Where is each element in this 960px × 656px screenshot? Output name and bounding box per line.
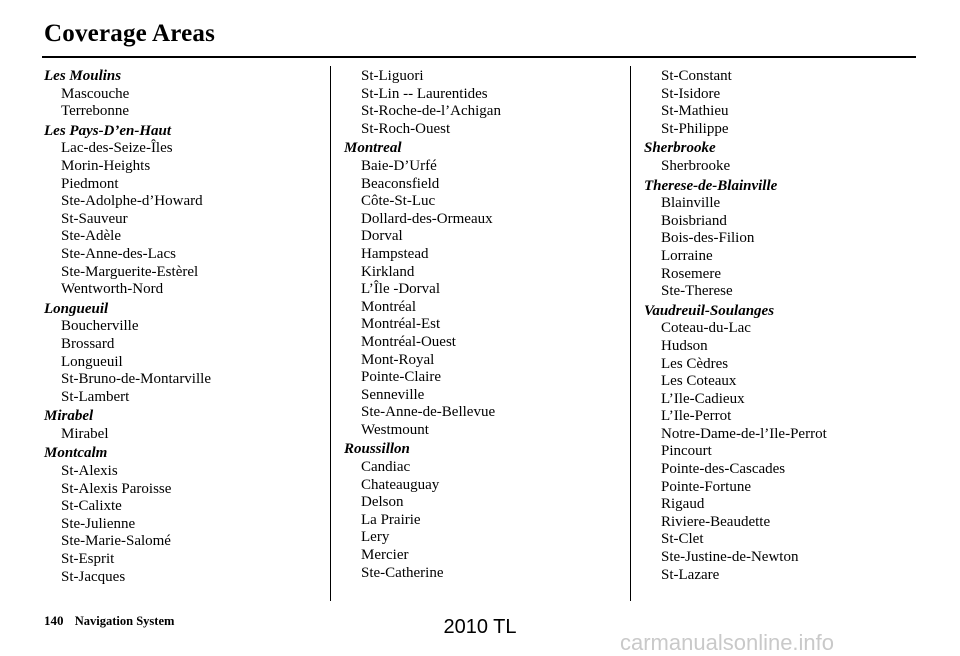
region-name: Vaudreuil-Soulanges [644,302,775,319]
place-name: Montréal-Ouest [361,333,456,350]
place-name: Baie-D’Urfé [361,157,437,174]
place-name: St-Calixte [61,498,122,515]
region-group [344,441,626,582]
place-name: St-Roche-de-l’Achigan [361,103,501,120]
region-name: Longueuil [44,300,109,317]
page-title: Coverage Areas [44,20,216,47]
place-name: Hudson [661,337,708,354]
region-group [344,68,626,138]
place-name: Rigaud [661,496,705,513]
column-divider [630,66,631,601]
place-name: Candiac [361,459,411,476]
place-name: St-Lin -- Laurentides [361,85,488,102]
region-name: Sherbrooke [644,140,716,157]
place-name: St-Jacques [61,568,126,585]
region-name: Montreal [344,140,402,157]
place-name: Mont-Royal [361,351,435,368]
region-group [644,68,926,138]
place-name: Piedmont [61,175,119,192]
region-name: Mirabel [44,408,94,425]
place-name: Westmount [361,421,429,438]
place-name: Beaconsfield [361,175,440,192]
place-name: Kirkland [361,263,415,280]
place-name: Delson [361,494,404,511]
model-watermark: 2010 TL [443,616,517,638]
place-name: Les Cèdres [661,355,729,372]
column-divider [330,66,331,601]
place-name: Ste-Justine-de-Newton [661,549,799,566]
place-name: Lac-des-Seize-Îles [61,140,173,157]
place-name: L’Ile-Cadieux [661,390,745,407]
place-name: Ste-Catherine [361,564,444,581]
region-group [644,178,926,301]
site-watermark: carmanualsonline.info [620,630,835,655]
place-name: Sherbrooke [661,157,731,174]
place-name: St-Roch-Ouest [361,120,451,137]
place-name: Pointe-des-Cascades [661,461,786,478]
column-1 [44,68,326,586]
place-name: St-Bruno-de-Montarville [61,371,211,388]
column-3 [644,68,926,584]
place-name: Blainville [661,195,721,212]
title-divider [42,56,916,58]
place-name: Côte-St-Luc [361,193,436,210]
place-name: Ste-Therese [661,283,733,300]
page-number: 140 [44,613,64,628]
place-name: Dollard-des-Ormeaux [361,210,493,227]
place-name: Coteau-du-Lac [661,320,751,337]
place-name: Morin-Heights [61,157,151,174]
place-name: Pincourt [661,443,712,460]
region-group [644,140,926,175]
column-2 [344,68,626,582]
place-name: St-Mathieu [661,103,729,120]
place-name: Ste-Marguerite-Estèrel [61,263,199,280]
place-name: Montréal [361,298,416,315]
place-name: Senneville [361,386,425,403]
place-name: Ste-Julienne [61,515,136,532]
place-name: St-Lambert [61,388,130,405]
place-name: St-Lazare [661,566,720,583]
region-name: Roussillon [344,441,410,458]
place-name: L’Ile-Perrot [661,408,732,425]
region-group [44,123,326,299]
region-group [344,140,626,439]
place-name: St-Alexis Paroisse [61,480,172,497]
place-name: Wentworth-Nord [61,281,164,298]
place-name: St-Constant [661,68,732,84]
section-name: Navigation System [74,614,175,628]
region-name: Therese-de-Blainville [644,177,778,194]
region-group [44,408,326,443]
place-name: Ste-Adolphe-d’Howard [61,193,203,210]
place-name: St-Alexis [61,463,118,480]
place-name: St-Esprit [61,551,115,568]
place-name: Terrebonne [61,103,130,120]
region-name: Les Moulins [44,68,122,84]
place-name: Mirabel [61,425,109,442]
place-name: Dorval [361,228,403,245]
place-name: Lorraine [661,247,713,264]
place-name: Longueuil [61,353,123,370]
region-group [644,303,926,585]
region-group [44,445,326,586]
region-name: Les Pays-D’en-Haut [44,122,172,139]
place-name: Chateauguay [361,476,440,493]
place-name: Mascouche [61,85,130,102]
region-group [44,68,326,121]
place-name: St-Sauveur [61,210,128,227]
place-name: Bois-des-Filion [661,230,755,247]
place-name: Montréal-Est [361,316,441,333]
place-name: Rosemere [661,265,721,282]
place-name: Ste-Anne-des-Lacs [61,245,176,262]
place-name: Ste-Anne-de-Bellevue [361,404,496,421]
place-name: Notre-Dame-de-l’Ile-Perrot [661,425,827,442]
place-name: Ste-Adèle [61,228,121,245]
place-name: Riviere-Beaudette [661,513,771,530]
place-name: St-Liguori [361,68,424,84]
place-name: Les Coteaux [661,373,737,390]
place-name: Boucherville [61,318,139,335]
place-name: Hampstead [361,245,429,262]
place-name: Brossard [61,335,115,352]
place-name: St-Philippe [661,120,729,137]
place-name: Lery [361,529,390,546]
place-name: Mercier [361,547,409,564]
region-group [44,301,326,407]
place-name: Ste-Marie-Salomé [61,533,171,550]
place-name: Pointe-Claire [361,369,441,386]
place-name: L’Île -Dorval [361,281,440,298]
place-name: La Prairie [361,511,421,528]
place-name: St-Clet [661,531,704,548]
place-name: Pointe-Fortune [661,478,751,495]
region-name: Montcalm [44,445,108,462]
place-name: Boisbriand [661,212,727,229]
place-name: St-Isidore [661,85,721,102]
